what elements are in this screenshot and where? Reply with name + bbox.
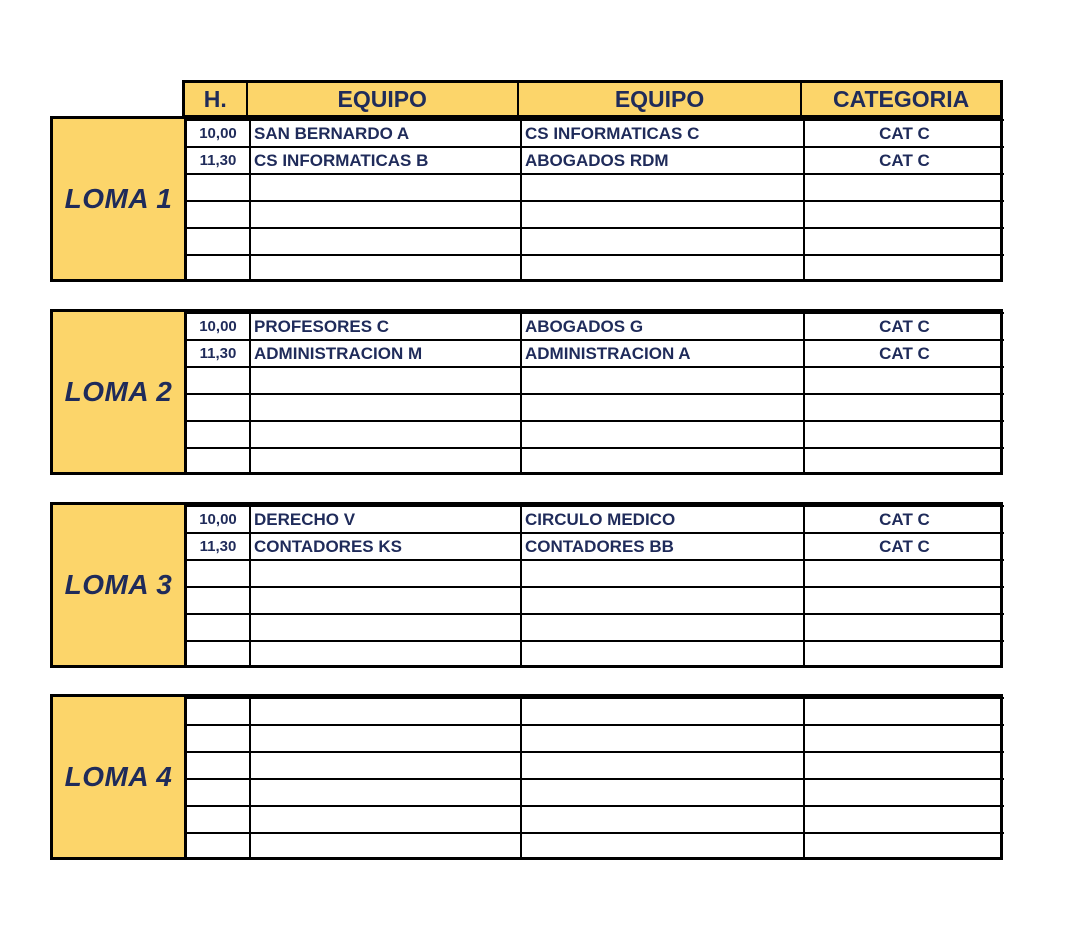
field-label: LOMA 3 <box>53 505 187 665</box>
match-row <box>187 394 1004 421</box>
match-hour[interactable] <box>187 587 250 614</box>
match-team2[interactable] <box>521 614 804 641</box>
match-category[interactable]: CAT C <box>804 120 1004 147</box>
match-team1[interactable] <box>250 725 521 752</box>
match-hour[interactable] <box>187 367 250 394</box>
match-team2[interactable] <box>521 725 804 752</box>
field-block <box>50 116 1003 282</box>
match-hour[interactable]: 11,30 <box>187 147 250 174</box>
match-category[interactable] <box>804 560 1004 587</box>
match-category[interactable]: CAT C <box>804 313 1004 340</box>
match-row <box>187 367 1004 394</box>
match-hour[interactable] <box>187 255 250 281</box>
match-team1[interactable] <box>250 174 521 201</box>
match-category[interactable] <box>804 587 1004 614</box>
match-hour[interactable] <box>187 806 250 833</box>
match-grid <box>187 312 1004 474</box>
match-category[interactable] <box>804 174 1004 201</box>
match-row <box>187 201 1004 228</box>
match-team2[interactable] <box>521 833 804 859</box>
match-category[interactable] <box>804 833 1004 859</box>
match-row <box>187 448 1004 474</box>
match-row <box>187 833 1004 859</box>
match-category[interactable] <box>804 421 1004 448</box>
match-row <box>187 614 1004 641</box>
match-team2[interactable] <box>521 752 804 779</box>
match-category[interactable]: CAT C <box>804 147 1004 174</box>
match-row <box>187 698 1004 725</box>
match-team2[interactable] <box>521 641 804 667</box>
match-hour[interactable] <box>187 394 250 421</box>
match-category[interactable]: CAT C <box>804 340 1004 367</box>
match-row <box>187 779 1004 806</box>
match-team2[interactable] <box>521 698 804 725</box>
match-team2[interactable] <box>521 367 804 394</box>
header-team2: EQUIPO <box>518 82 801 117</box>
match-category[interactable] <box>804 641 1004 667</box>
match-hour[interactable] <box>187 421 250 448</box>
match-team1[interactable] <box>250 698 521 725</box>
match-team2[interactable] <box>521 560 804 587</box>
match-row <box>187 506 1004 533</box>
match-team1[interactable]: CS INFORMATICAS B <box>250 147 521 174</box>
match-hour[interactable] <box>187 614 250 641</box>
match-team1[interactable]: ADMINISTRACION M <box>250 340 521 367</box>
match-team2[interactable]: ABOGADOS RDM <box>521 147 804 174</box>
match-row <box>187 533 1004 560</box>
match-hour[interactable] <box>187 833 250 859</box>
match-category[interactable] <box>804 367 1004 394</box>
match-team1[interactable] <box>250 448 521 474</box>
match-team2[interactable] <box>521 228 804 255</box>
match-row <box>187 806 1004 833</box>
header-team1: EQUIPO <box>247 82 518 117</box>
match-team1[interactable] <box>250 614 521 641</box>
match-team2[interactable]: CONTADORES BB <box>521 533 804 560</box>
field-block <box>50 502 1003 668</box>
match-hour[interactable] <box>187 641 250 667</box>
match-team1[interactable] <box>250 833 521 859</box>
match-team1[interactable] <box>250 255 521 281</box>
match-team1[interactable]: CONTADORES KS <box>250 533 521 560</box>
match-row <box>187 228 1004 255</box>
match-team1[interactable] <box>250 779 521 806</box>
match-row <box>187 313 1004 340</box>
header-category: CATEGORIA <box>801 82 1001 117</box>
match-team2[interactable]: ABOGADOS G <box>521 313 804 340</box>
field-label: LOMA 1 <box>53 119 187 279</box>
match-hour[interactable] <box>187 228 250 255</box>
field-label: LOMA 4 <box>53 697 187 857</box>
match-team1[interactable] <box>250 228 521 255</box>
match-row <box>187 421 1004 448</box>
match-hour[interactable] <box>187 201 250 228</box>
match-category[interactable] <box>804 448 1004 474</box>
match-team2[interactable] <box>521 421 804 448</box>
match-hour[interactable] <box>187 725 250 752</box>
match-category[interactable] <box>804 698 1004 725</box>
match-row <box>187 560 1004 587</box>
header-hour: H. <box>203 85 227 112</box>
field-block <box>50 694 1003 860</box>
match-hour[interactable]: 10,00 <box>187 506 250 533</box>
match-team1[interactable] <box>250 641 521 667</box>
match-category[interactable] <box>804 779 1004 806</box>
match-team2[interactable] <box>521 174 804 201</box>
schedule-header <box>182 80 1003 118</box>
match-team1[interactable] <box>250 587 521 614</box>
match-team2[interactable]: ADMINISTRACION A <box>521 340 804 367</box>
match-hour[interactable] <box>187 174 250 201</box>
match-grid <box>187 697 1004 859</box>
match-hour[interactable]: 10,00 <box>187 313 250 340</box>
match-category[interactable] <box>804 614 1004 641</box>
match-team1[interactable] <box>250 394 521 421</box>
match-team1[interactable]: PROFESORES C <box>250 313 521 340</box>
match-row <box>187 174 1004 201</box>
match-row <box>187 752 1004 779</box>
match-row <box>187 255 1004 281</box>
match-team2[interactable]: CIRCULO MEDICO <box>521 506 804 533</box>
match-category[interactable] <box>804 725 1004 752</box>
match-category[interactable] <box>804 255 1004 281</box>
match-team1[interactable] <box>250 367 521 394</box>
field-label: LOMA 2 <box>53 312 187 472</box>
match-category[interactable] <box>804 228 1004 255</box>
match-row <box>187 641 1004 667</box>
match-category[interactable] <box>804 806 1004 833</box>
match-team2[interactable] <box>521 587 804 614</box>
match-hour[interactable]: 11,30 <box>187 533 250 560</box>
match-grid <box>187 505 1004 667</box>
match-hour[interactable]: 11,30 <box>187 340 250 367</box>
match-team1[interactable] <box>250 421 521 448</box>
match-hour[interactable] <box>187 752 250 779</box>
match-team1[interactable] <box>250 201 521 228</box>
match-team1[interactable] <box>250 752 521 779</box>
match-team2[interactable] <box>521 806 804 833</box>
match-team2[interactable] <box>521 448 804 474</box>
match-team2[interactable] <box>521 201 804 228</box>
match-row <box>187 725 1004 752</box>
match-team1[interactable]: DERECHO V <box>250 506 521 533</box>
match-category[interactable]: CAT C <box>804 533 1004 560</box>
match-team1[interactable] <box>250 806 521 833</box>
match-category[interactable]: CAT C <box>804 506 1004 533</box>
match-team2[interactable]: CS INFORMATICAS C <box>521 120 804 147</box>
match-hour[interactable]: 10,00 <box>187 120 250 147</box>
match-team2[interactable] <box>521 779 804 806</box>
match-row <box>187 120 1004 147</box>
match-team1[interactable] <box>250 560 521 587</box>
match-team2[interactable] <box>521 394 804 421</box>
match-hour[interactable] <box>187 779 250 806</box>
match-category[interactable] <box>804 752 1004 779</box>
match-category[interactable] <box>804 394 1004 421</box>
match-hour[interactable] <box>187 448 250 474</box>
match-category[interactable] <box>804 201 1004 228</box>
match-row <box>187 587 1004 614</box>
match-hour[interactable] <box>187 698 250 725</box>
match-grid <box>187 119 1004 281</box>
match-row <box>187 340 1004 367</box>
match-team2[interactable] <box>521 255 804 281</box>
field-block <box>50 309 1003 475</box>
match-hour[interactable] <box>187 560 250 587</box>
match-row <box>187 147 1004 174</box>
match-team1[interactable]: SAN BERNARDO A <box>250 120 521 147</box>
